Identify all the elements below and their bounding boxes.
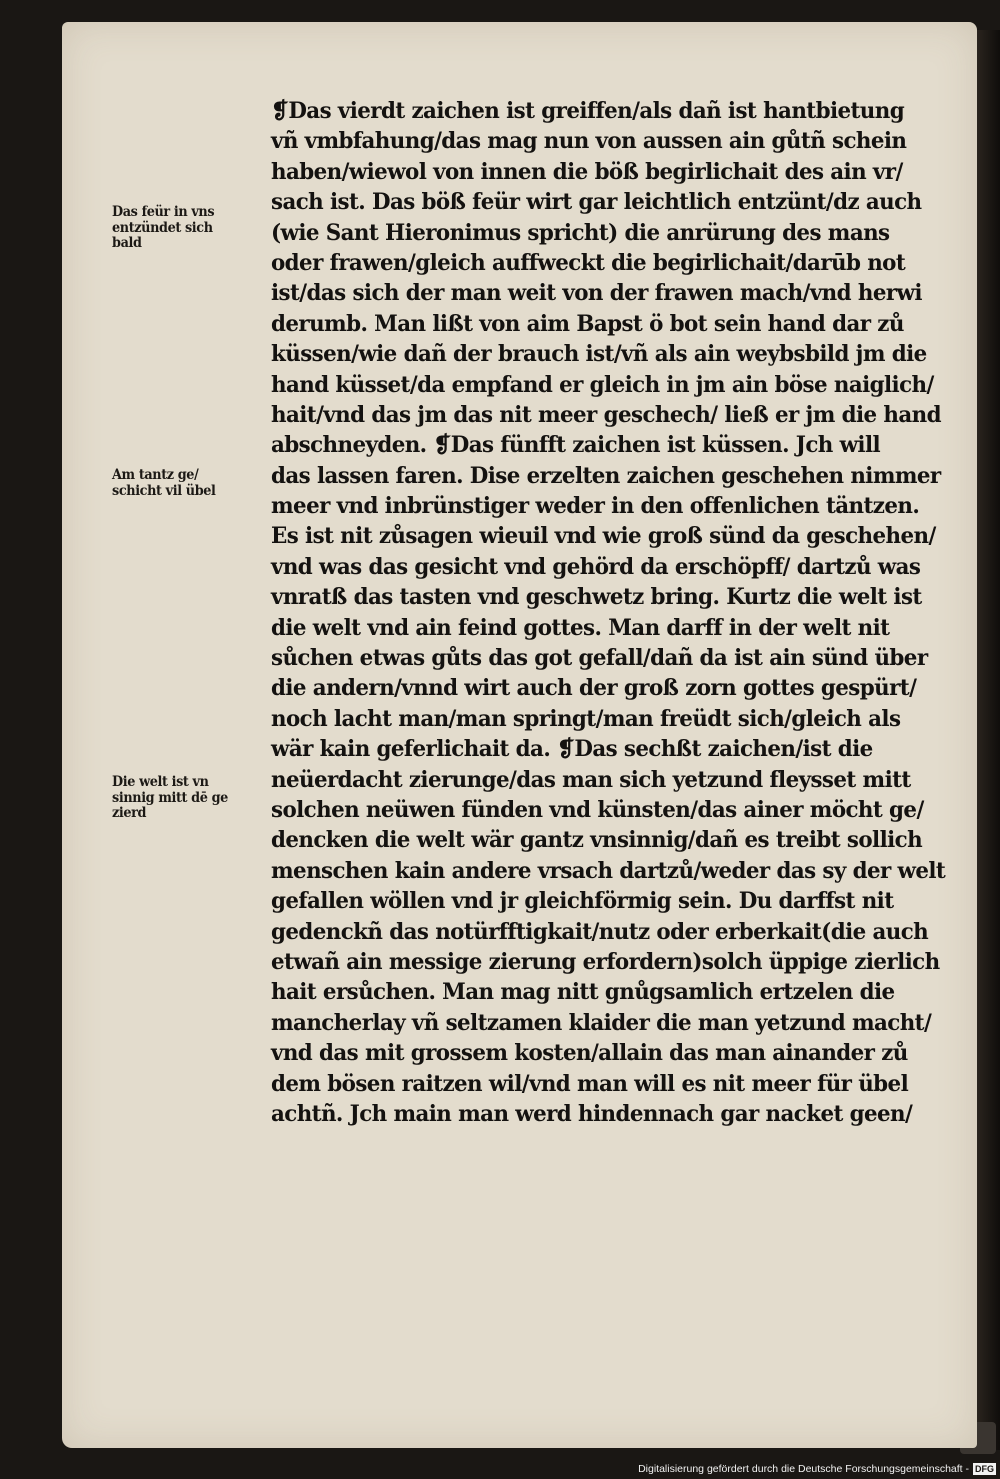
text-line: neüerdacht zierunge/das man sich yetzund fleysset mitt <box>271 766 911 793</box>
text-line: das lassen faren. Dise erzelten zaichen geschehen nimmer <box>271 462 941 489</box>
credit-text: Digitalisierung gefördert durch die Deutsche Forschungsgemeinschaft - <box>638 1463 969 1475</box>
gloss-line: Das feür in vns <box>112 204 215 220</box>
text-line: vñ vmbfahung/das mag nun von aussen ain gůtñ schein <box>271 128 907 155</box>
text-line: meer vnd inbrünstiger weder in den offenlichen täntzen. <box>271 493 920 520</box>
text-line: dencken die welt wär gantz vnsinnig/dañ es treibt sollich <box>271 827 923 854</box>
text-line: vnd was das gesicht vnd gehörd da erschöpff/ dartzů was <box>271 553 921 580</box>
marginal-gloss-world <box>112 775 270 822</box>
text-line: derumb. Man lißt von aim Bapst ö bot sein hand dar zů <box>271 310 904 337</box>
text-line: hait/vnd das jm das nit meer geschech/ ließ er jm die hand <box>271 401 941 428</box>
text-line: etwañ ain messige zierung erfordern)solch üppige zierlich <box>271 948 940 975</box>
text-line: die andern/vnnd wirt auch der groß zorn gottes gespürt/ <box>271 675 917 702</box>
text-line: gefallen wöllen vnd jr gleichförmig sein. Du darffst nit <box>271 888 894 915</box>
text-line: abschneyden. ❡Das fünfft zaichen ist küssen. Jch will <box>271 432 881 459</box>
text-line: achtñ. Jch main man werd hindennach gar nacket geen/ <box>271 1100 913 1127</box>
text-line: (wie Sant Hieronimus spricht) die anrürung des mans <box>271 219 890 246</box>
text-line: sach ist. Das böß feür wirt gar leichtlich entzünt/dz auch <box>271 189 922 216</box>
text-line: küssen/wie dañ der brauch ist/vñ als ain weybsbild jm die <box>271 341 927 368</box>
text-line: solchen neüwen fünden vnd künsten/das ainer möcht ge/ <box>271 796 924 823</box>
gloss-line: entzündet sich <box>112 219 213 236</box>
text-line: vnd das mit grossem kosten/allain das man ainander zů <box>271 1040 908 1067</box>
text-line: vnratß das tasten vnd geschwetz bring. Kurtz die welt ist <box>271 584 922 611</box>
marginal-gloss-fire <box>112 205 270 252</box>
main-text-block <box>271 96 991 1129</box>
text-line: hait ersůchen. Man mag nitt gnůgsamlich ertzelen die <box>271 979 895 1006</box>
text-line: mancherlay vñ seltzamen klaider die man yetzund macht/ <box>271 1009 932 1036</box>
text-line: menschen kain andere vrsach dartzů/weder das sy der welt <box>271 857 946 884</box>
text-line: ist/das sich der man weit von der frawen mach/vnd herwi <box>271 280 922 307</box>
text-line: wär kain geferlichait da. ❡Das sechßt zaichen/ist die <box>271 736 873 763</box>
text-line: ❡Das vierdt zaichen ist greiffen/als dañ ist hantbietung <box>271 98 905 124</box>
text-line: haben/wiewol von innen die böß begirlichait des ain vr/ <box>271 158 903 185</box>
marginal-gloss-dance <box>112 468 270 499</box>
text-line: hand küsset/da empfand er gleich in jm ain böse naiglich/ <box>271 371 934 398</box>
text-line: sůchen etwas gůts das got gefall/dañ da ist ain sünd über <box>271 645 928 672</box>
text-line: gedenckñ das notürfftigkait/nutz oder erberkait(die auch <box>271 918 929 945</box>
text-line: noch lacht man/man springt/man freüdt sich/gleich als <box>271 705 901 732</box>
text-line: oder frawen/gleich auffweckt die begirlichait/darūb not <box>271 249 906 276</box>
gloss-line: bald <box>112 235 142 251</box>
text-line: die welt vnd ain feind gottes. Man darff in der welt nit <box>271 614 890 641</box>
gloss-line: sinnig mitt dē ge <box>112 789 228 806</box>
gloss-line: Die welt ist vn <box>112 774 209 790</box>
gloss-line: zierd <box>112 805 147 821</box>
digitization-credit <box>600 1461 996 1477</box>
text-line: dem bösen raitzen wil/vnd man will es nit meer für übel <box>271 1070 909 1097</box>
gloss-line: schicht vil übel <box>112 482 216 499</box>
text-line: Es ist nit zůsagen wieuil vnd wie groß sünd da geschehen/ <box>271 523 936 550</box>
dfg-logo: DFG <box>975 1464 994 1474</box>
gloss-line: Am tantz ge/ <box>112 467 199 483</box>
